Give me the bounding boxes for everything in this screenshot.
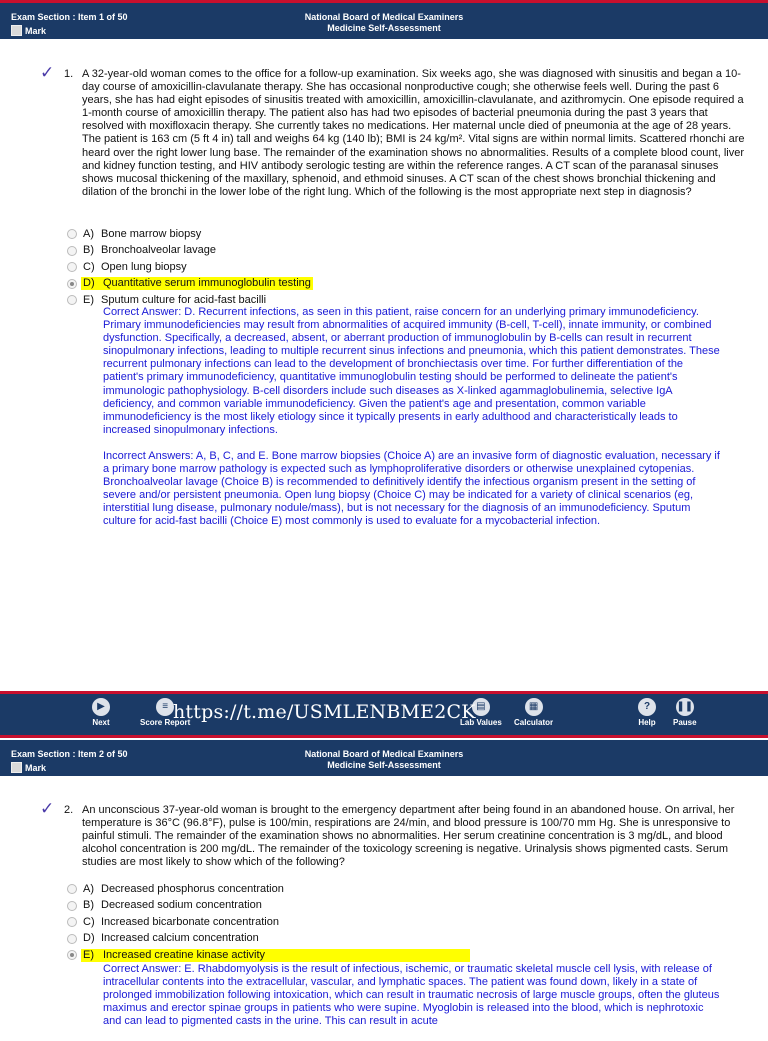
pause-button[interactable] — [673, 698, 697, 727]
option-letter: A) — [83, 882, 94, 895]
option-text: Bronchoalveolar lavage — [101, 244, 216, 257]
item-counter: Exam Section : Item 2 of 50 — [11, 749, 128, 759]
explanation-2 — [103, 963, 723, 1041]
exam-name: Medicine Self-Assessment — [327, 23, 441, 33]
score-report-label: Score Report — [140, 718, 191, 727]
exam-header-2 — [0, 740, 768, 776]
radio-button[interactable] — [67, 246, 77, 256]
mark-label: Mark — [25, 762, 47, 773]
option-e[interactable] — [67, 947, 727, 964]
option-d[interactable] — [67, 931, 727, 948]
mark-checkbox[interactable] — [11, 25, 22, 36]
next-label: Next — [92, 718, 110, 727]
option-text: Open lung biopsy — [101, 260, 187, 273]
lab-values-label: Lab Values — [460, 718, 502, 727]
checkmark-icon: ✓ — [40, 799, 55, 818]
option-letter: E) — [83, 293, 94, 306]
exam-title — [234, 12, 534, 34]
option-text: Decreased phosphorus concentration — [101, 882, 284, 895]
calculator-label: Calculator — [514, 718, 554, 727]
mark-toggle[interactable] — [11, 762, 46, 773]
radio-button-selected[interactable] — [67, 950, 77, 960]
correct-answer-explanation: Correct Answer: D. Recurrent infections, as seen in this patient, raise concern for an underlying primary immunodeficiency. Primary immunodeficiencies may result from abnormalities of acquired immunity (B-cell, T-cell), innate immunity, or combined dysfunction. Specifically, a decreased, absent, or aberrant production of immunoglobulin by B-cells can result in recurrent sinopulmonary infections, leading to multiple recurrent sinus infections and pneumonia, which this patient demonstrates. These recurrent pulmonary infections can lead to the development of bronchiectasis over time. For further differentiation of the patient's primary immunodeficiency, quantitative immunoglobulin testing should be performed to delineate the patient's immunologic pathophysiology. B-cell disorders include such diseases as X-linked agammaglobulinemia, selective IgA deficiency, and common variable immunodeficiency. Given the patient's age and presentation, common variable immunodeficiency is the most likely etiology since it typically presents in early adulthood and characteristically leads to increased sinopulmonary infections. — [103, 306, 720, 436]
option-letter: B) — [83, 899, 94, 912]
radio-button[interactable] — [67, 901, 77, 911]
question-stem: An unconscious 37-year-old woman is brought to the emergency department after being found in an abandoned house. On arrival, her temperature is 36°C (96.8°F), pulse is 100/min, respirations are 24/min, and blood pressure is 100/70 mm Hg. She is unresponsive to painful stimuli. The remainder of the examination shows no abnormalities. Her serum creatinine concentration is 3 mg/dL, and blood alcohol concentration is 200 mg/dL. The remainder of the toxicology screening is negative. Urinalysis shows pigmented casts. Serum studies are most likely to show which of the following? — [82, 804, 735, 869]
next-icon: ▶ — [92, 698, 110, 716]
option-a[interactable] — [67, 881, 727, 898]
option-d[interactable] — [67, 276, 727, 293]
option-text: Bone marrow biopsy — [101, 227, 202, 240]
top-accent-line — [0, 735, 768, 738]
answer-options — [67, 881, 727, 964]
option-letter: D) — [83, 932, 95, 945]
radio-button[interactable] — [67, 295, 77, 305]
pause-icon: ❚❚ — [676, 698, 694, 716]
radio-button[interactable] — [67, 917, 77, 927]
question-number: 1. — [64, 68, 74, 80]
score-report-icon: ≡ — [156, 698, 174, 716]
exam-name: Medicine Self-Assessment — [327, 760, 441, 770]
help-button[interactable] — [638, 698, 656, 727]
option-text: Sputum culture for acid-fast bacilli — [101, 293, 267, 306]
correct-answer-explanation: Correct Answer: E. Rhabdomyolysis is the result of infectious, ischemic, or traumatic skeletal muscle cell lysis, with release of intracellular contents into the extracellular, vascular, and lymphatic spaces. The patient was found down, likely in a state of prolonged immobilization following intoxication, which can result in traumatic necrosis of large muscle groups, often the gluteus maximus and erector spinae groups in patients who were supine. Myoglobin is released into the blood, which is nephrotoxic and can lead to pigmented casts in the urine. This can result in acute — [103, 963, 720, 1028]
option-c[interactable] — [67, 259, 727, 276]
answer-options — [67, 226, 727, 309]
radio-button[interactable] — [67, 229, 77, 239]
option-text-highlighted: Quantitative serum immunoglobulin testing — [103, 277, 311, 290]
option-letter: C) — [83, 260, 95, 273]
mark-label: Mark — [25, 25, 47, 36]
org-name: National Board of Medical Examiners — [304, 749, 464, 759]
option-b[interactable] — [67, 243, 727, 260]
option-c[interactable] — [67, 914, 727, 931]
option-text: Increased calcium concentration — [101, 932, 259, 945]
option-text: Increased bicarbonate concentration — [101, 915, 279, 928]
item-counter: Exam Section : Item 1 of 50 — [11, 12, 128, 22]
exam-title — [234, 749, 534, 771]
option-letter: C) — [83, 915, 95, 928]
option-text: Decreased sodium concentration — [101, 899, 262, 912]
radio-button[interactable] — [67, 884, 77, 894]
question-number: 2. — [64, 804, 74, 816]
checkmark-icon: ✓ — [40, 63, 55, 82]
radio-button-selected[interactable] — [67, 279, 77, 289]
watermark-link: https://t.me/USMLENBME2CK — [173, 701, 476, 723]
option-b[interactable] — [67, 898, 727, 915]
calculator-button[interactable] — [514, 698, 553, 727]
incorrect-answers-explanation: Incorrect Answers: A, B, C, and E. Bone marrow biopsies (Choice A) are an invasive form of diagnostic evaluation, necessary if a primary bone marrow pathology is expected such as lymphoproliferative disorders or otherwise unexplained cytopenias. Bronchoalveolar lavage (Choice B) is recommended to definitively identify the infectious organism present in the setting of severe and/or persistent pneumonia. Open lung biopsy (Choice C) may be indicated for a variety of clinical scenarios (eg, interstitial lung disease, pulmonary nodule/mass), but is not necessary for the diagnosis of an immunodeficiency. Sputum culture for acid-fast bacilli (Choice E) most commonly is used to evaluate for a mycobacterial infection. — [103, 449, 720, 528]
pause-label: Pause — [673, 718, 697, 727]
option-letter: D) — [81, 277, 103, 290]
option-text-highlighted: Increased creatine kinase activity — [101, 949, 470, 962]
question-stem: A 32-year-old woman comes to the office for a follow-up examination. Six weeks ago, she was diagnosed with sinusitis and began a 10-day course of amoxicillin-clavulanate therapy. She has occasional nonproductive cough; she otherwise feels well. During the past 6 years, she has had eight episodes of sinusitis treated with amoxicillin, amoxicillin-clavulanate, and azithromycin. One episode required a 1-month course of amoxicillin therapy. The patient also has had two episodes of bacterial pneumonia during the past 3 years that resolved with moxifloxacin therapy. She currently takes no medications. Her maternal uncle died of pneumonia at the age of 28 years. The patient is 163 cm (5 ft 4 in) tall and weighs 64 kg (140 lb); BMI is 24 kg/m². Vital signs are within normal limits. Scattered rhonchi are heard over the right lower lung base. The remainder of the examination shows no abnormalities. Results of a complete blood count, liver and kidney function testing, and HIV antibody serologic testing are within the reference ranges. A CT scan of the paranasal sinuses shows mucosal thickening of the maxillary, sphenoid, and ethmoid sinuses. A CT scan of the chest shows bronchial thickening and dilation of the bronchi in the lower lobe of the right lung. Which of the following is the most appropriate next step in diagnosis? — [82, 68, 745, 198]
next-button[interactable] — [92, 698, 110, 727]
mark-checkbox[interactable] — [11, 762, 22, 773]
mark-toggle[interactable] — [11, 25, 46, 36]
help-icon: ? — [638, 698, 656, 716]
radio-button[interactable] — [67, 262, 77, 272]
lab-values-icon: ▤ — [472, 698, 490, 716]
org-name: National Board of Medical Examiners — [304, 12, 464, 22]
exam-header-1 — [0, 3, 768, 39]
explanation-1 — [103, 306, 723, 542]
option-letter: E) — [81, 949, 103, 962]
option-a[interactable] — [67, 226, 727, 243]
calculator-icon: ▦ — [525, 698, 543, 716]
option-letter: B) — [83, 244, 94, 257]
help-label: Help — [638, 718, 656, 727]
radio-button[interactable] — [67, 934, 77, 944]
option-letter: A) — [83, 227, 94, 240]
